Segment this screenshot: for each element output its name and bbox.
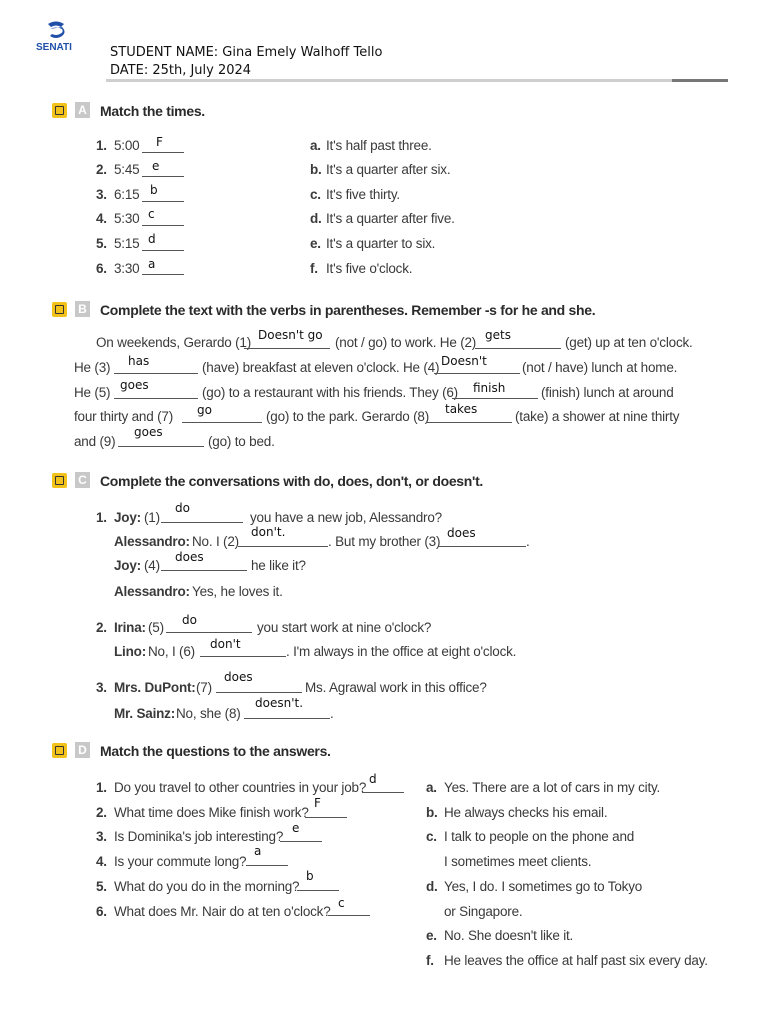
pencil-icon <box>52 103 67 118</box>
answer-blank[interactable] <box>142 201 184 202</box>
answer-blank[interactable] <box>166 632 252 633</box>
text: you have a new job, Alessandro? <box>250 510 442 525</box>
speaker: Joy: <box>114 558 141 573</box>
answer-text: I sometimes meet clients. <box>444 854 592 869</box>
answer: F <box>314 796 321 810</box>
option-text: It's half past three. <box>326 138 432 153</box>
option-text: It's a quarter after five. <box>326 211 455 226</box>
answer-blank[interactable] <box>142 225 184 226</box>
num: 1. <box>96 510 107 525</box>
answer: Doesn't go <box>258 328 323 342</box>
text: you start work at nine o'clock? <box>257 620 432 635</box>
answer: gets <box>485 328 511 342</box>
text: (7) <box>196 680 212 695</box>
answer: c <box>148 207 155 221</box>
answer: does <box>175 550 204 564</box>
answer: Doesn't <box>441 354 487 368</box>
answer-blank[interactable] <box>216 692 302 693</box>
section-c-title: Complete the conversations with do, does, don't, or doesn't. <box>100 473 484 489</box>
answer: F <box>156 135 163 149</box>
text: . I'm always in the office at eight o'clock. <box>286 644 517 659</box>
text: No. I (2) <box>192 534 239 549</box>
answer-blank[interactable] <box>118 446 204 447</box>
section-b-title: Complete the text with the verbs in parentheses. Remember -s for he and she. <box>100 302 596 318</box>
answer-text: No. She doesn't like it. <box>444 928 574 943</box>
answer-letter: b. <box>426 805 438 820</box>
header-rule <box>106 79 728 82</box>
option-text: It's five o'clock. <box>326 261 413 276</box>
answer: go <box>197 403 212 417</box>
answer: e <box>152 159 160 173</box>
answer-blank[interactable] <box>475 348 561 349</box>
text: four thirty and (7) <box>74 409 173 424</box>
answer-letter: d. <box>426 879 438 894</box>
answer: d <box>148 232 156 246</box>
answer-blank[interactable] <box>438 546 526 547</box>
question: What does Mr. Nair do at ten o'clock? <box>114 904 331 919</box>
answer-letter: f. <box>426 953 434 968</box>
answer: takes <box>445 402 478 416</box>
answer: finish <box>473 381 506 395</box>
text: (finish) lunch at around <box>541 385 674 400</box>
answer: does <box>224 670 253 684</box>
answer-blank[interactable] <box>452 398 538 399</box>
speaker: Mrs. DuPont: <box>114 680 196 695</box>
text: (5) <box>148 620 164 635</box>
section-a-title: Match the times. <box>100 103 205 119</box>
senati-logo <box>34 20 78 60</box>
answer: do <box>175 501 190 515</box>
num: 4. <box>96 854 107 869</box>
option-letter: e. <box>310 236 321 251</box>
num: 1. <box>96 780 107 795</box>
answer-blank[interactable] <box>114 398 198 399</box>
answer-blank[interactable] <box>161 570 247 571</box>
answer-blank[interactable] <box>434 373 520 374</box>
time: 5:00 <box>114 138 140 153</box>
question: What time does Mike finish work? <box>114 805 309 820</box>
pencil-icon <box>52 302 67 317</box>
num: 3. <box>96 829 107 844</box>
num: 2. <box>96 805 107 820</box>
option-letter: c. <box>310 187 321 202</box>
section-d-title: Match the questions to the answers. <box>100 743 331 759</box>
answer-blank[interactable] <box>244 718 330 719</box>
answer-blank[interactable] <box>362 792 404 793</box>
text: (go) to bed. <box>208 434 275 449</box>
answer-blank[interactable] <box>328 915 370 916</box>
text: (not / have) lunch at home. <box>522 360 678 375</box>
answer-text: Yes, I do. I sometimes go to Tokyo <box>444 879 643 894</box>
text: and (9) <box>74 434 116 449</box>
num: 6. <box>96 904 107 919</box>
pencil-icon <box>52 473 67 488</box>
speaker: Mr. Sainz: <box>114 706 176 721</box>
question: Is Dominika's job interesting? <box>114 829 284 844</box>
num: 1. <box>96 138 107 153</box>
section-b-badge: B <box>75 301 90 317</box>
answer-text: I talk to people on the phone and <box>444 829 635 844</box>
time: 5:45 <box>114 162 140 177</box>
speaker: Alessandro: <box>114 534 190 549</box>
answer-blank[interactable] <box>142 152 184 153</box>
answer: a <box>148 257 156 271</box>
num: 5. <box>96 236 107 251</box>
num: 3. <box>96 187 107 202</box>
answer: don't. <box>251 525 286 539</box>
student-name: STUDENT NAME: Gina Emely Walhoff Tello <box>110 45 383 60</box>
text: (1) <box>144 510 160 525</box>
text: No, she (8) <box>176 706 241 721</box>
answer-blank[interactable] <box>182 422 262 423</box>
option-letter: b. <box>310 162 322 177</box>
answer-blank[interactable] <box>426 422 512 423</box>
text: he like it? <box>251 558 306 573</box>
text: (get) up at ten o'clock. <box>565 335 693 350</box>
answer: do <box>182 613 197 627</box>
num: 6. <box>96 261 107 276</box>
answer-blank[interactable] <box>246 865 288 866</box>
num: 4. <box>96 211 107 226</box>
option-letter: f. <box>310 261 318 276</box>
date: DATE: 25th, July 2024 <box>110 63 252 78</box>
text: . <box>330 706 334 721</box>
text: Ms. Agrawal work in this office? <box>305 680 487 695</box>
pencil-icon <box>52 743 67 758</box>
senati-logo-icon <box>34 20 78 42</box>
answer-letter: c. <box>426 829 437 844</box>
text: (4) <box>144 558 160 573</box>
answer-letter: e. <box>426 928 437 943</box>
option-letter: d. <box>310 211 322 226</box>
answer-blank[interactable] <box>305 817 347 818</box>
answer: has <box>128 354 150 368</box>
text: (not / go) to work. He (2) <box>335 335 477 350</box>
text: . But my brother (3) <box>328 534 441 549</box>
num: 2. <box>96 162 107 177</box>
answer-blank[interactable] <box>297 890 339 891</box>
answer-blank[interactable] <box>142 176 184 177</box>
time: 5:15 <box>114 236 140 251</box>
answer-blank[interactable] <box>161 522 243 523</box>
speaker: Alessandro: <box>114 584 190 599</box>
text: . <box>526 534 530 549</box>
num: 5. <box>96 879 107 894</box>
answer-blank[interactable] <box>142 250 184 251</box>
section-a-badge: A <box>75 102 90 118</box>
speaker: Irina: <box>114 620 146 635</box>
answer-blank[interactable] <box>238 546 328 547</box>
answer: goes <box>134 425 163 439</box>
answer: b <box>150 183 158 197</box>
answer: does <box>447 526 476 540</box>
answer-blank[interactable] <box>200 656 286 657</box>
answer-blank[interactable] <box>280 841 322 842</box>
text: He (5) <box>74 385 111 400</box>
text: No, I (6) <box>148 644 195 659</box>
answer: c <box>338 896 345 910</box>
answer-text: He always checks his email. <box>444 805 608 820</box>
speaker: Lino: <box>114 644 146 659</box>
option-text: It's a quarter to six. <box>326 236 436 251</box>
answer: e <box>292 821 300 835</box>
answer-blank[interactable] <box>142 274 184 275</box>
answer-blank[interactable] <box>114 373 198 374</box>
time: 5:30 <box>114 211 140 226</box>
answer: goes <box>120 378 149 392</box>
answer: doesn't. <box>255 696 304 710</box>
section-c-badge: C <box>75 472 90 488</box>
text: (go) to the park. Gerardo (8) <box>266 409 430 424</box>
text: Yes, he loves it. <box>192 584 283 599</box>
header-rule-accent <box>672 79 728 82</box>
answer-blank[interactable] <box>244 348 330 349</box>
question: Is your commute long? <box>114 854 247 869</box>
option-letter: a. <box>310 138 321 153</box>
answer: b <box>306 869 314 883</box>
option-text: It's a quarter after six. <box>326 162 451 177</box>
option-text: It's five thirty. <box>326 187 400 202</box>
answer-letter: a. <box>426 780 437 795</box>
answer-text: or Singapore. <box>444 904 523 919</box>
question: What do you do in the morning? <box>114 879 300 894</box>
num: 2. <box>96 620 107 635</box>
logo-text: SENATI <box>36 42 72 53</box>
time: 6:15 <box>114 187 140 202</box>
answer-text: Yes. There are a lot of cars in my city. <box>444 780 661 795</box>
text: (have) breakfast at eleven o'clock. He (4) <box>202 360 440 375</box>
section-d-badge: D <box>75 742 90 758</box>
text: He (3) <box>74 360 111 375</box>
answer: don't <box>210 637 241 651</box>
time: 3:30 <box>114 261 140 276</box>
answer: d <box>369 772 377 786</box>
question: Do you travel to other countries in your job? <box>114 780 367 795</box>
answer: a <box>254 844 262 858</box>
text: (go) to a restaurant with his friends. They (6) <box>202 385 458 400</box>
text: On weekends, Gerardo (1) <box>96 335 252 350</box>
speaker: Joy: <box>114 510 141 525</box>
answer-text: He leaves the office at half past six every day. <box>444 953 708 968</box>
num: 3. <box>96 680 107 695</box>
text: (take) a shower at nine thirty <box>515 409 680 424</box>
